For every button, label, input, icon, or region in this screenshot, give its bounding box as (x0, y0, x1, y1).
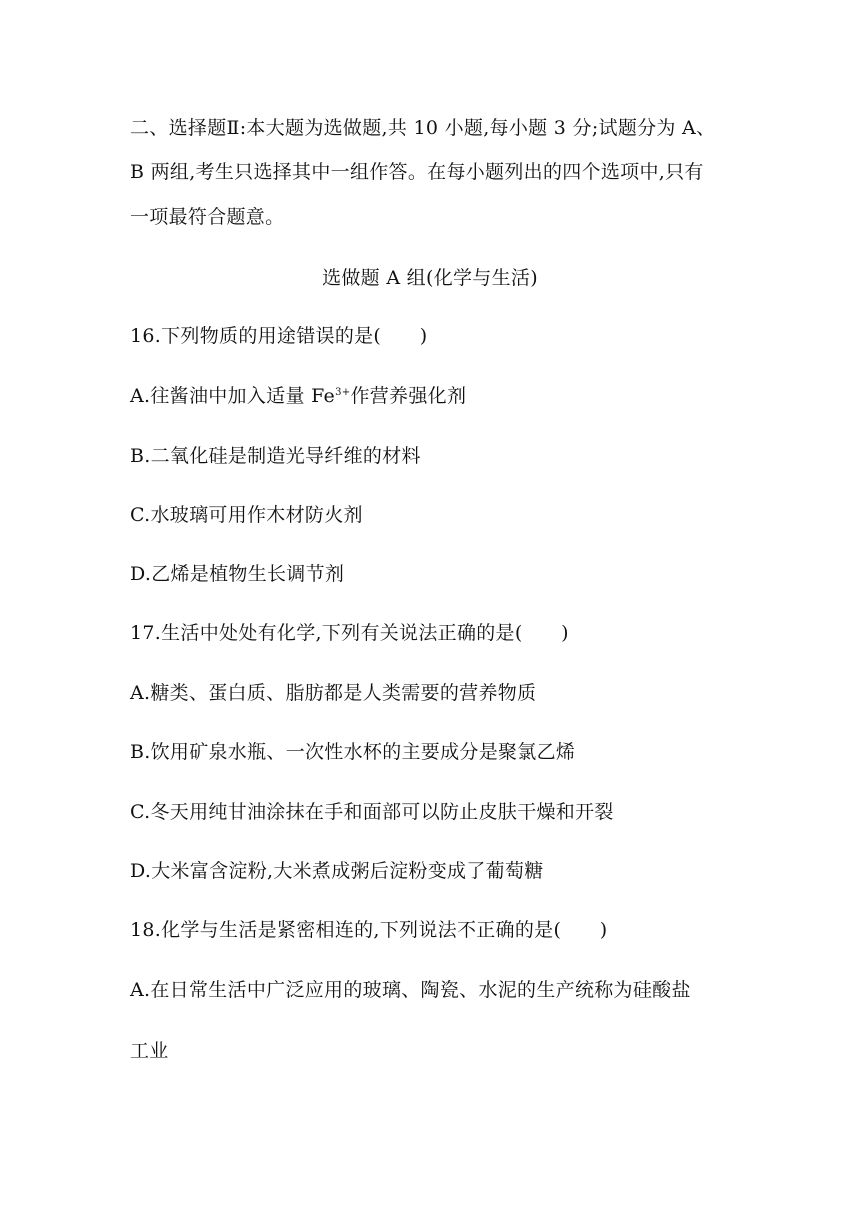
question-17-option-d: D.大米富含淀粉,大米煮成粥后淀粉变成了葡萄糖 (130, 860, 544, 882)
question-17-stem: 17.生活中处处有化学,下列有关说法正确的是( ) (130, 622, 569, 644)
section-intro-line-3: 一项最符合题意。 (130, 206, 285, 228)
group-title: 选做题 A 组(化学与生活) (322, 267, 538, 289)
question-18-option-a: A.在日常生活中广泛应用的玻璃、陶瓷、水泥的生产统称为硅酸盐 (130, 979, 691, 1001)
ion-charge: 3+ (335, 387, 351, 398)
question-17-option-c: C.冬天用纯甘油涂抹在手和面部可以防止皮肤干燥和开裂 (130, 801, 614, 823)
question-17-option-b: B.饮用矿泉水瓶、一次性水杯的主要成分是聚氯乙烯 (130, 741, 576, 763)
question-16-option-d: D.乙烯是植物生长调节剂 (130, 563, 345, 585)
option-a-text: A.往酱油中加入适量 Fe (130, 385, 336, 407)
question-16-option-b: B.二氧化硅是制造光导纤维的材料 (130, 445, 421, 467)
question-18-option-a-continued: 工业 (130, 1040, 169, 1062)
question-16-option-a (130, 384, 466, 408)
question-18-stem: 18.化学与生活是紧密相连的,下列说法不正确的是( ) (130, 919, 608, 941)
section-intro-line-1: 二、选择题Ⅱ:本大题为选做题,共 10 小题,每小题 3 分;试题分为 A、 (130, 117, 716, 139)
question-16-option-c: C.水玻璃可用作木材防火剂 (130, 504, 363, 526)
question-16-stem: 16.下列物质的用途错误的是( ) (130, 325, 428, 347)
section-intro-line-2: B 两组,考生只选择其中一组作答。在每小题列出的四个选项中,只有 (130, 161, 704, 183)
question-17-option-a: A.糖类、蛋白质、脂肪都是人类需要的营养物质 (130, 682, 537, 704)
option-a-text-rest: 作营养强化剂 (350, 385, 467, 407)
